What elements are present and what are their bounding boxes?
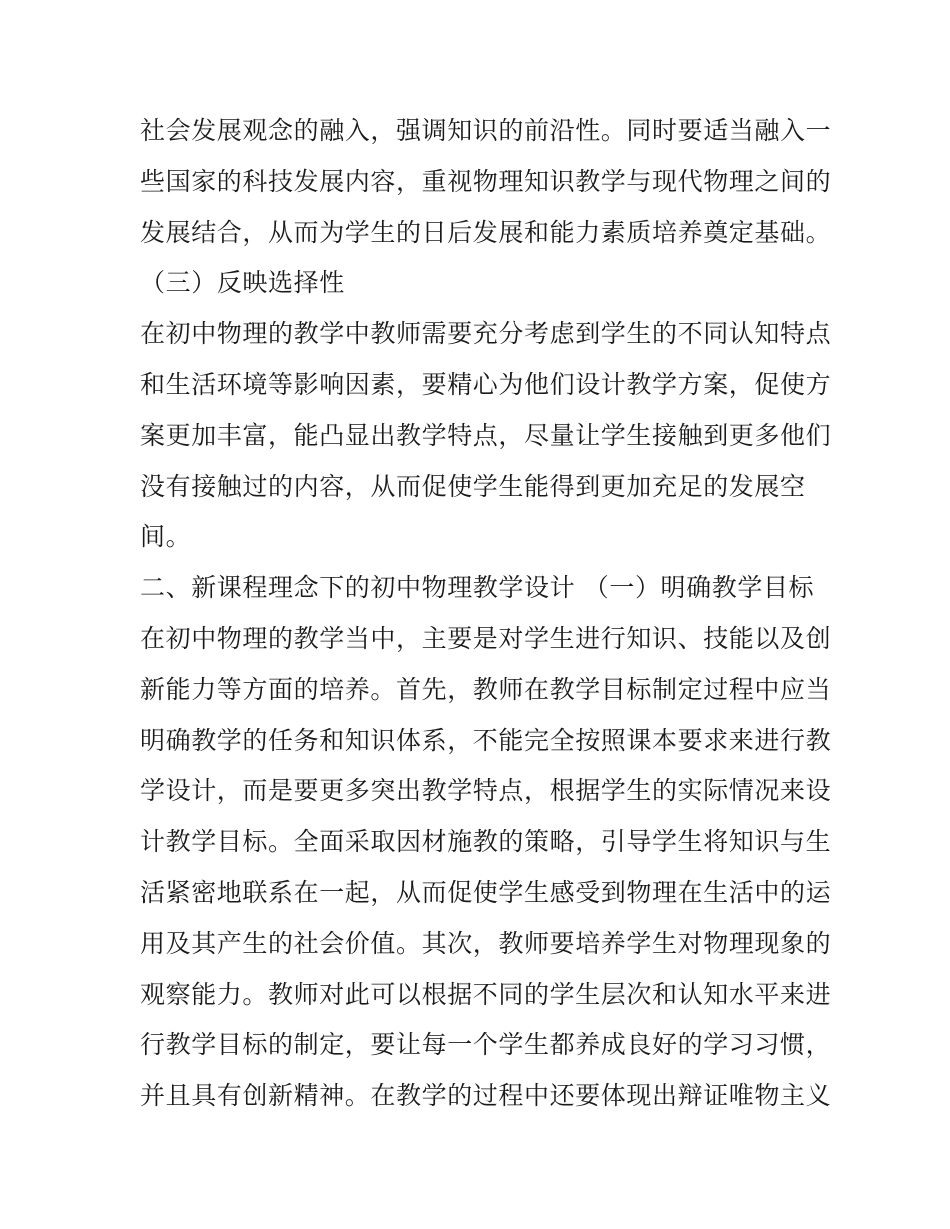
text-line: 发展结合，从而为学生的日后发展和能力素质培养奠定基础。	[140, 217, 832, 247]
text-line: 并且具有创新精神。在教学的过程中还要体现出辩证唯物主义	[140, 1081, 832, 1111]
section-heading: 二、新课程理念下的初中物理教学设计 （一）明确教学目标	[140, 573, 815, 603]
text-line: 在初中物理的教学当中，主要是对学生进行知识、技能以及创	[140, 623, 832, 653]
text-line: 些国家的科技发展内容，重视物理知识教学与现代物理之间的	[140, 166, 832, 196]
body-text	[140, 106, 832, 1122]
text-line: 观察能力。教师对此可以根据不同的学生层次和认知水平来进	[140, 979, 832, 1009]
section-heading: （三）反映选择性	[140, 268, 345, 298]
text-line: 案更加丰富，能凸显出教学特点，尽量让学生接触到更多他们	[140, 420, 832, 450]
text-line: 活紧密地联系在一起，从而促使学生感受到物理在生活中的运	[140, 877, 832, 907]
text-line: 用及其产生的社会价值。其次，教师要培养学生对物理现象的	[140, 928, 832, 958]
text-line: 在初中物理的教学中教师需要充分考虑到学生的不同认知特点	[140, 319, 832, 349]
text-line: 和生活环境等影响因素，要精心为他们设计教学方案，促使方	[140, 369, 832, 399]
text-line: 明确教学的任务和知识体系，不能完全按照课本要求来进行教	[140, 725, 832, 755]
text-line: 行教学目标的制定，要让每一个学生都养成良好的学习习惯，	[140, 1030, 832, 1060]
text-line: 学设计，而是要更多突出教学特点，根据学生的实际情况来设	[140, 776, 832, 806]
text-line: 社会发展观念的融入，强调知识的前沿性。同时要适当融入一	[140, 116, 832, 145]
text-line: 没有接触过的内容，从而促使学生能得到更加充足的发展空	[140, 471, 806, 501]
text-line: 计教学目标。全面采取因材施教的策略，引导学生将知识与生	[140, 827, 832, 857]
text-line: 新能力等方面的培养。首先，教师在教学目标制定过程中应当	[140, 674, 832, 704]
text-line: 间。	[140, 522, 192, 552]
